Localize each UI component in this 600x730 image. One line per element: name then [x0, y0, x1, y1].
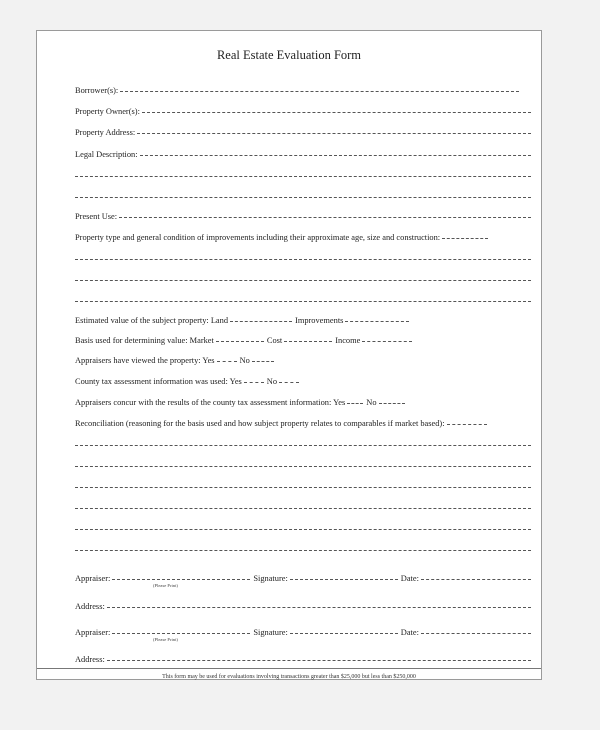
borrowers-field[interactable] — [75, 81, 531, 95]
county-tax-no-blank[interactable] — [279, 382, 299, 383]
reconciliation-line-2[interactable] — [75, 435, 531, 449]
date-1-blank[interactable] — [421, 579, 531, 580]
land-value-blank[interactable] — [230, 321, 292, 322]
address-2-label: Address: — [75, 655, 105, 664]
signature-1-blank[interactable] — [290, 579, 398, 580]
property-type-blank[interactable] — [442, 238, 488, 239]
footer-divider — [37, 668, 541, 669]
appraiser-2-name-blank[interactable] — [112, 633, 250, 634]
present-use-blank[interactable] — [119, 217, 531, 218]
property-type-line-3[interactable] — [75, 270, 531, 284]
income-blank[interactable] — [362, 341, 412, 342]
reconciliation-line-3[interactable] — [75, 456, 531, 470]
county-tax-field[interactable] — [75, 372, 531, 386]
income-label: Income — [335, 336, 361, 345]
property-owners-label: Property Owner(s): — [75, 107, 140, 116]
appraiser-2-label: Appraiser: — [75, 628, 111, 637]
appraiser-1-name-blank[interactable] — [112, 579, 250, 580]
property-address-blank[interactable] — [137, 133, 531, 134]
property-owners-blank[interactable] — [142, 112, 531, 113]
borrowers-blank[interactable] — [120, 91, 519, 92]
form-title: Real Estate Evaluation Form — [216, 48, 362, 62]
reconciliation-line-4[interactable] — [75, 477, 531, 491]
address-1-field[interactable] — [75, 597, 531, 611]
please-print-note-2: (Please Print) — [153, 637, 178, 642]
improvements-value-blank[interactable] — [345, 321, 409, 322]
address-1-blank[interactable] — [107, 607, 531, 608]
present-use-field[interactable] — [75, 207, 531, 221]
legal-description-label: Legal Description: — [75, 150, 138, 159]
estimated-value-field[interactable] — [75, 311, 531, 325]
appraisers-concur-no-label: No — [366, 398, 377, 407]
appraiser-1-label: Appraiser: — [75, 574, 111, 583]
improvements-label: Improvements — [295, 316, 344, 325]
appraisers-viewed-yes-blank[interactable] — [217, 361, 237, 362]
basis-used-field[interactable] — [75, 331, 531, 345]
address-1-label: Address: — [75, 602, 105, 611]
signature-2-label: Signature: — [253, 628, 288, 637]
property-type-label: Property type and general condition of improvements including their approximate age, size and construction: — [75, 233, 441, 242]
reconciliation-line-5[interactable] — [75, 498, 531, 512]
county-tax-label: County tax assessment information was used: Yes — [75, 377, 242, 386]
legal-description-field[interactable] — [75, 145, 531, 159]
appraisers-viewed-no-blank[interactable] — [252, 361, 274, 362]
property-type-line-4[interactable] — [75, 291, 531, 305]
present-use-label: Present Use: — [75, 212, 118, 221]
reconciliation-line-6[interactable] — [75, 519, 531, 533]
estimated-value-label: Estimated value of the subject property: Land — [75, 316, 229, 325]
property-address-label: Property Address: — [75, 128, 136, 137]
appraisers-concur-label: Appraisers concur with the results of the county tax assessment information: Yes — [75, 398, 346, 407]
property-type-line-2[interactable] — [75, 249, 531, 263]
appraisers-concur-field[interactable] — [75, 393, 531, 407]
reconciliation-line-7[interactable] — [75, 540, 531, 554]
appraisers-viewed-field[interactable] — [75, 351, 531, 365]
address-2-field[interactable] — [75, 650, 531, 664]
property-address-field[interactable] — [75, 123, 531, 137]
appraisers-concur-no-blank[interactable] — [379, 403, 405, 404]
date-2-label: Date: — [400, 628, 419, 637]
date-1-label: Date: — [400, 574, 419, 583]
appraisers-viewed-no-label: No — [239, 356, 250, 365]
borrowers-label: Borrower(s): — [75, 86, 119, 95]
reconciliation-label: Reconciliation (reasoning for the basis used and how subject property relates to comparables if market based): — [75, 419, 445, 428]
legal-description-line-2[interactable] — [75, 166, 531, 180]
form-page — [36, 30, 542, 680]
property-owners-field[interactable] — [75, 102, 531, 116]
legal-description-blank[interactable] — [140, 155, 531, 156]
signature-1-label: Signature: — [253, 574, 288, 583]
appraiser-2-field[interactable] — [75, 623, 531, 637]
property-type-field[interactable] — [75, 228, 531, 242]
county-tax-no-label: No — [266, 377, 278, 386]
signature-2-blank[interactable] — [290, 633, 398, 634]
please-print-note-1: (Please Print) — [153, 583, 178, 588]
cost-blank[interactable] — [284, 341, 332, 342]
address-2-blank[interactable] — [107, 660, 531, 661]
appraiser-1-field[interactable] — [75, 569, 531, 583]
market-blank[interactable] — [216, 341, 264, 342]
reconciliation-blank[interactable] — [447, 424, 487, 425]
appraisers-viewed-label: Appraisers have viewed the property: Yes — [75, 356, 215, 365]
appraisers-concur-yes-blank[interactable] — [347, 403, 363, 404]
footer-note: This form may be used for evaluations involving transactions greater than $25,000 but less than $250,000 — [162, 674, 416, 680]
cost-label: Cost — [266, 336, 283, 345]
basis-used-label: Basis used for determining value: Market — [75, 336, 214, 345]
county-tax-yes-blank[interactable] — [244, 382, 264, 383]
legal-description-line-3[interactable] — [75, 187, 531, 201]
reconciliation-field[interactable] — [75, 414, 531, 428]
date-2-blank[interactable] — [421, 633, 531, 634]
